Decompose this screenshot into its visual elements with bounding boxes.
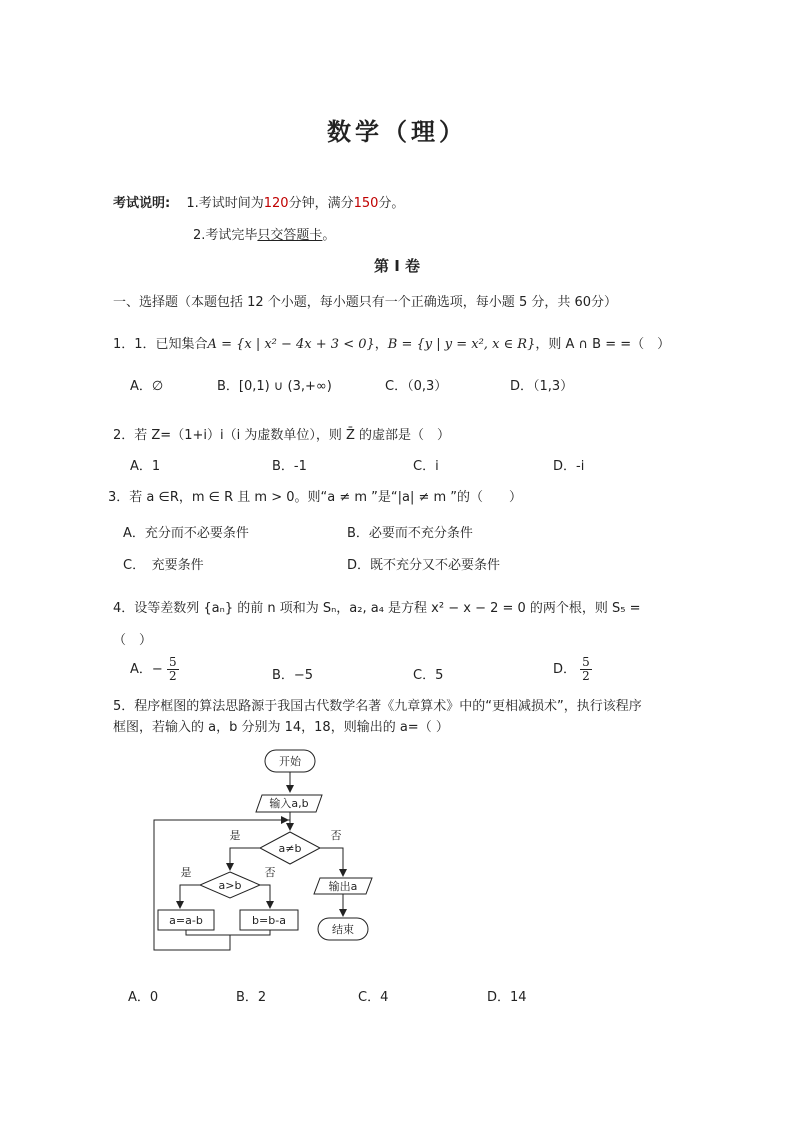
flow-end-label: 结束 bbox=[332, 923, 354, 936]
instructions-text-1c: 分。 bbox=[378, 196, 405, 211]
exam-score: 150 bbox=[353, 196, 379, 211]
q5-option-a: A．0 bbox=[128, 990, 159, 1005]
instructions-line-2 bbox=[193, 224, 335, 243]
q1-option-d: D．（1,3） bbox=[510, 379, 574, 394]
q4-d-denominator: 2 bbox=[582, 669, 590, 683]
flow-no2-label: 否 bbox=[264, 866, 276, 879]
page-title: 数学（理） bbox=[327, 118, 467, 146]
q4-blank: （ ） bbox=[113, 633, 153, 648]
question-2: 2．若 Z=（1+i）i（i 为虚数单位），则 Z̄ 的虚部是（ ） bbox=[113, 428, 451, 443]
q1-option-a: A．∅ bbox=[130, 379, 164, 394]
q2-option-d: D．-i bbox=[553, 459, 585, 474]
question-4: 4．设等差数列 {aₙ} 的前 n 项和为 Sₙ，a₂, a₄ 是方程 x² − x − 2 = 0 的两个根，则 S₅ = bbox=[113, 601, 641, 616]
q4-option-c: C．5 bbox=[413, 668, 444, 683]
q1-option-c: C．（0,3） bbox=[385, 379, 448, 394]
question-1 bbox=[113, 333, 670, 352]
q4-a-denominator: 2 bbox=[168, 669, 177, 683]
q5-option-d: D．14 bbox=[487, 990, 527, 1005]
q3-option-c: C． 充要条件 bbox=[123, 558, 204, 573]
q3-option-a: A．充分而不必要条件 bbox=[123, 526, 249, 541]
q3-option-b: B．必要而不充分条件 bbox=[347, 526, 473, 541]
q3-option-d: D．既不充分又不必要条件 bbox=[347, 558, 501, 573]
flow-assign-b-label: b=b-a bbox=[252, 914, 286, 927]
q4-option-a-label: A．− bbox=[130, 662, 163, 677]
flow-input-label: 输入a,b bbox=[269, 797, 309, 810]
volume-heading: 第 I 卷 bbox=[373, 257, 421, 275]
instructions-text-1b: 分钟，满分 bbox=[288, 196, 354, 211]
question-5-line-1: 5．程序框图的算法思路源于我国古代数学名著《九章算术》中的“更相减损术”，执行该程序 bbox=[113, 699, 642, 714]
flow-no1-label: 否 bbox=[330, 829, 342, 842]
flow-cond1-label: a≠b bbox=[278, 842, 302, 855]
q1-set-a: A = {x | x² − 4x + 3 < 0} bbox=[207, 337, 375, 352]
q4-option-d bbox=[553, 656, 592, 683]
q5-option-b: B．2 bbox=[236, 990, 267, 1005]
instructions-text-2u: 只交答题卡 bbox=[257, 228, 323, 243]
q4-a-numerator: 5 bbox=[168, 655, 177, 669]
flow-cond2-label: a>b bbox=[218, 879, 242, 892]
q1-tail: ，则 A ∩ B = =（ ） bbox=[535, 337, 671, 352]
flow-assign-a-label: a=a-b bbox=[169, 914, 203, 927]
flow-output-label: 输出a bbox=[328, 880, 358, 893]
q4-option-d-fraction bbox=[580, 656, 592, 683]
flow-yes1-label: 是 bbox=[229, 829, 241, 842]
q4-option-a-fraction bbox=[167, 656, 179, 683]
q1-sep: ， bbox=[374, 337, 388, 352]
q4-option-d-label: D． bbox=[553, 662, 577, 677]
q1-option-b: B．[0,1) ∪ (3,+∞) bbox=[217, 379, 332, 394]
instructions-text-2b: 。 bbox=[322, 228, 336, 243]
question-5-line-2: 框图，若输入的 a，b 分别为 14，18，则输出的 a=（ ） bbox=[113, 720, 449, 735]
q4-d-numerator: 5 bbox=[582, 655, 590, 669]
q4-option-b: B．−5 bbox=[272, 668, 314, 683]
q2-option-c: C．i bbox=[413, 459, 439, 474]
instructions-label: 考试说明: bbox=[113, 196, 171, 211]
instructions-text-2a: 2.考试完毕 bbox=[193, 228, 258, 243]
question-3: 3．若 a ∈R，m ∈ R 且 m > 0。则“a ≠ m ”是“|a| ≠ m ”的（ ） bbox=[108, 490, 523, 505]
flow-start-label: 开始 bbox=[279, 755, 301, 768]
q1-set-b: B = {y | y = x², x ∈ R} bbox=[387, 337, 536, 352]
instructions-line-1 bbox=[113, 192, 404, 211]
q5-option-c: C．4 bbox=[358, 990, 389, 1005]
q4-option-a bbox=[130, 656, 179, 683]
flow-yes2-label: 是 bbox=[180, 866, 192, 879]
q2-option-b: B．-1 bbox=[272, 459, 307, 474]
exam-time: 120 bbox=[263, 196, 289, 211]
section-heading: 一、选择题（本题包括 12 个小题，每小题只有一个正确选项，每小题 5 分，共 60分） bbox=[113, 295, 618, 310]
q2-option-a: A．1 bbox=[130, 459, 161, 474]
q1-prefix: 1．1．已知集合 bbox=[113, 337, 208, 352]
instructions-text-1a: 1.考试时间为 bbox=[186, 196, 264, 211]
flowchart bbox=[140, 740, 400, 960]
